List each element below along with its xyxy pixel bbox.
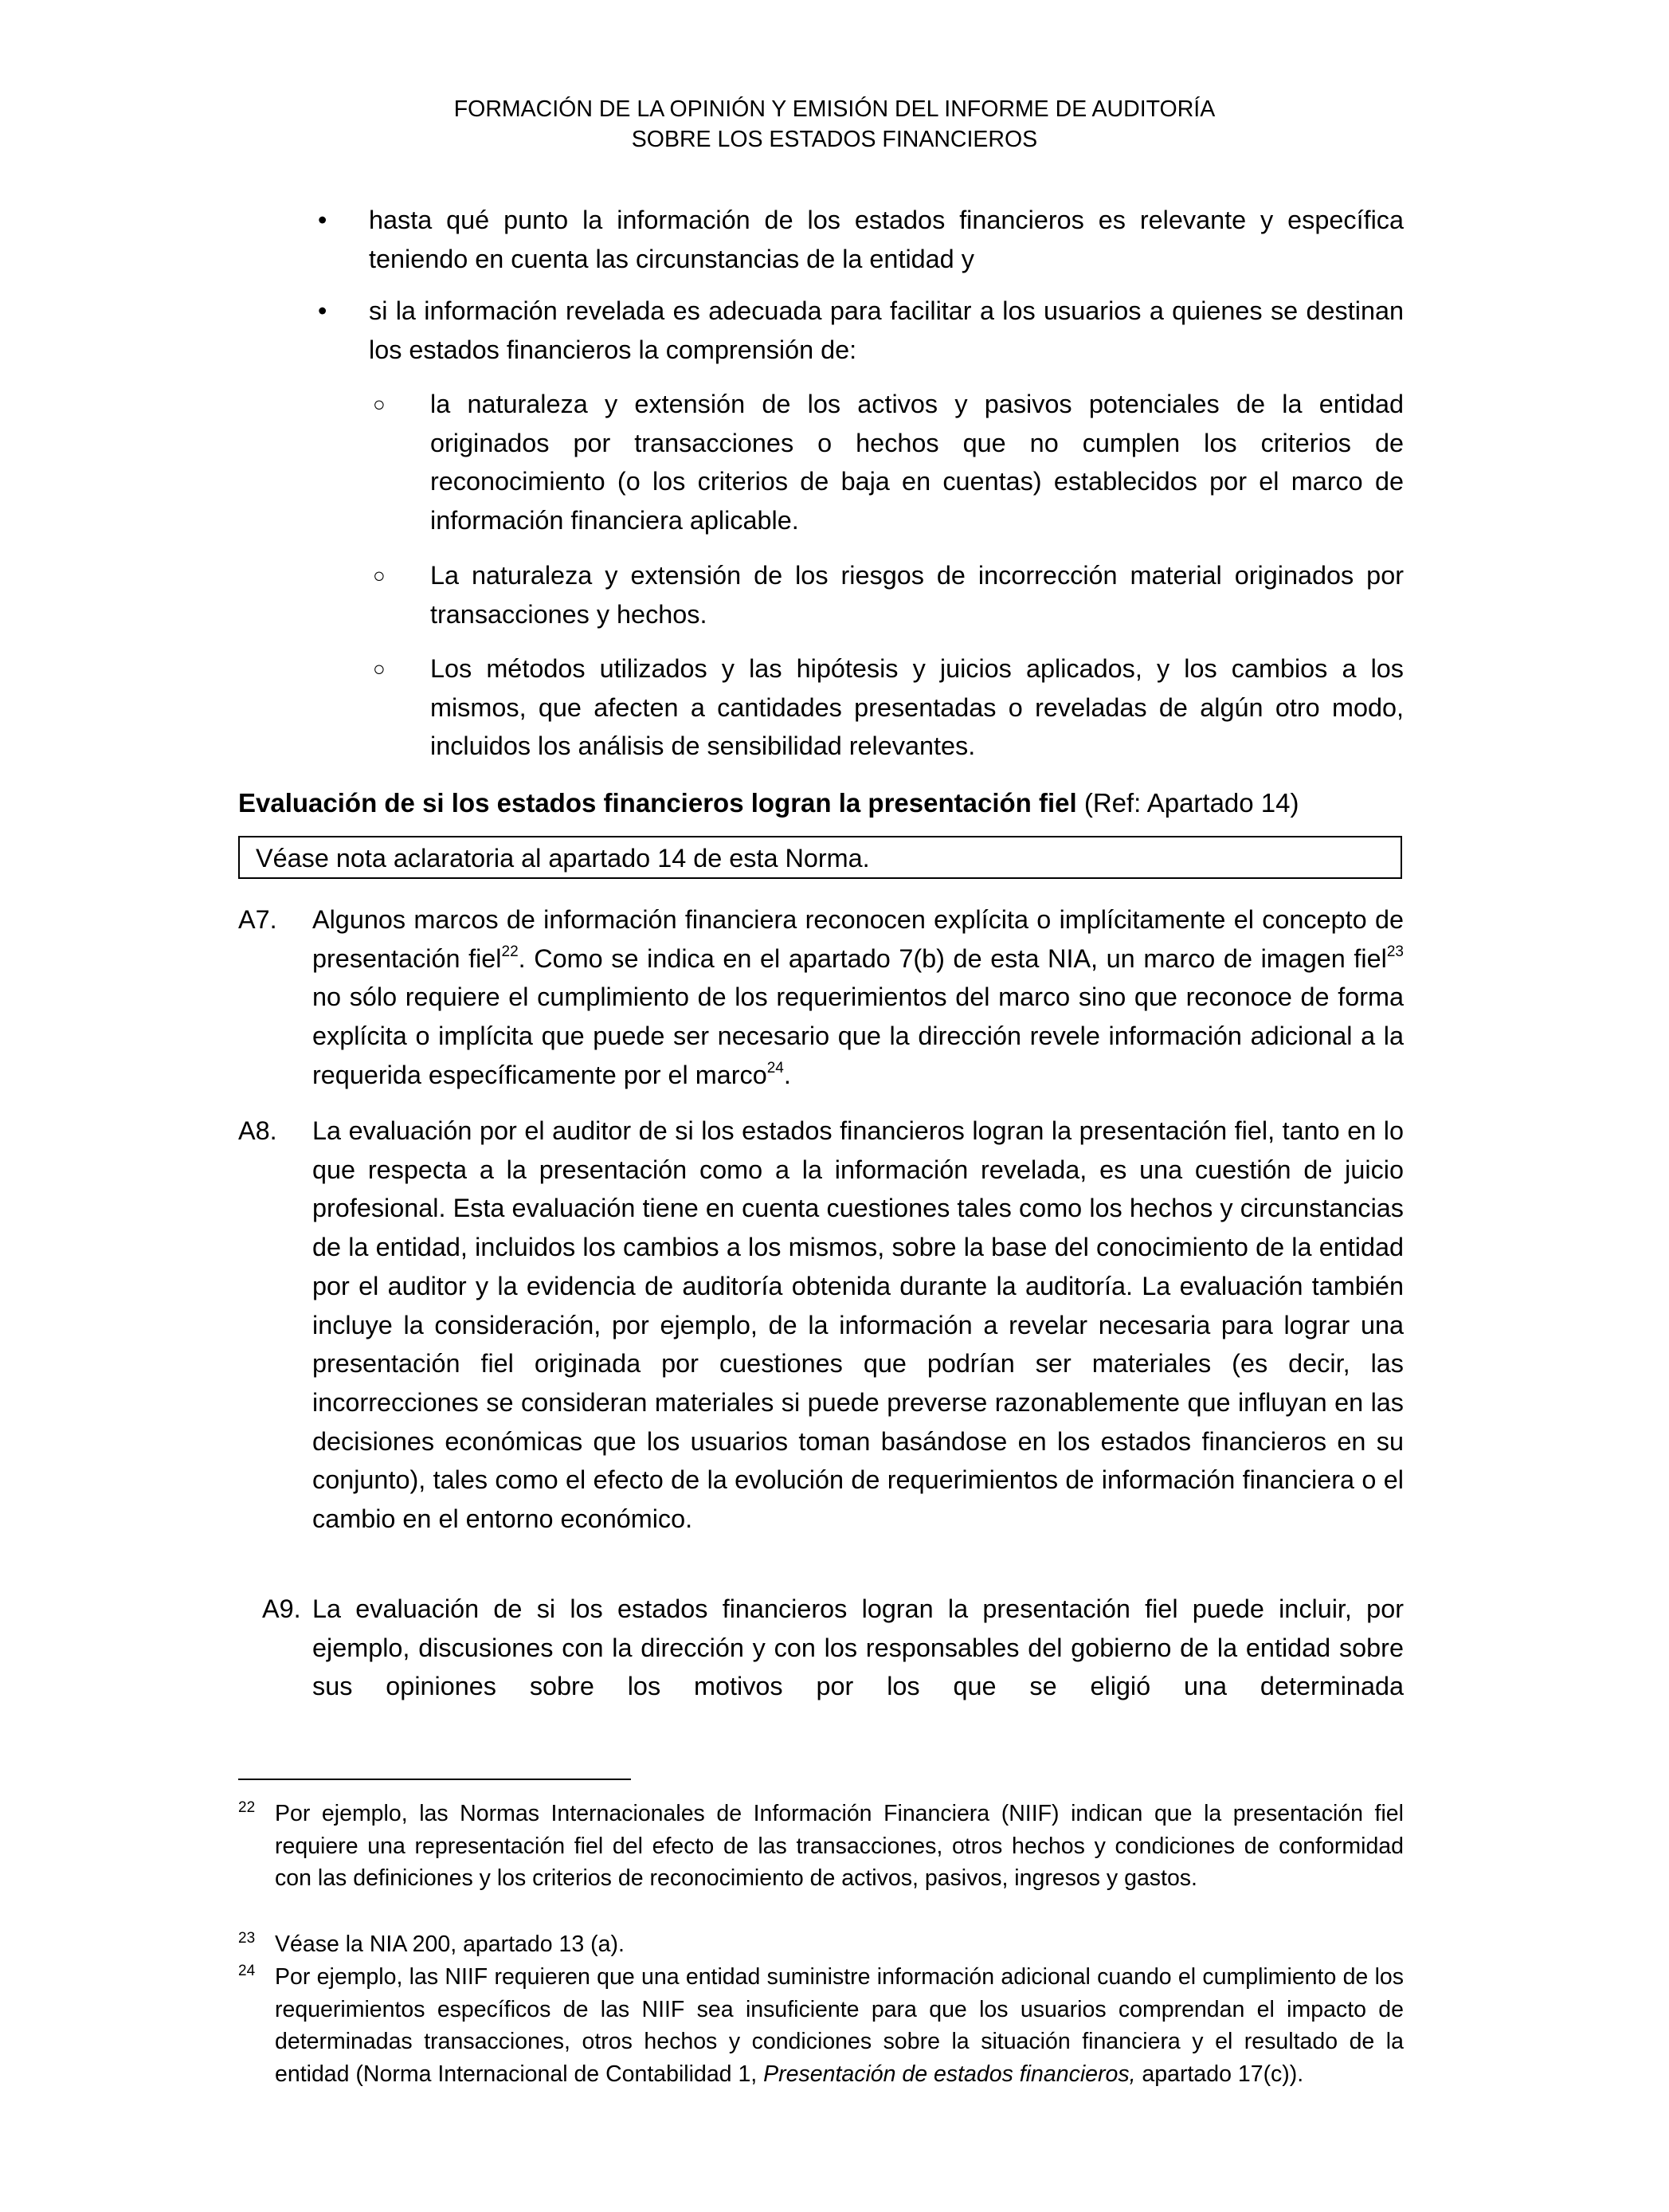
footnote-24-text-end: apartado 17(c)). xyxy=(1135,2061,1304,2087)
paragraph-a7-text: no sólo requiere el cumplimiento de los requerimientos del marco sino que reconoce de forma explícita o implícita que puede ser necesario que la dirección revele información adicional a la requerida específicamente por el marco xyxy=(312,982,1404,1089)
paragraph-a7-text: . Como se indica en el apartado 7(b) de esta NIA, un marco de imagen fiel xyxy=(518,943,1387,973)
paragraph-a7 xyxy=(312,900,1404,1095)
section-heading-ref: (Ref: Apartado 14) xyxy=(1076,788,1299,818)
subbullet-marker: ○ xyxy=(373,392,386,416)
subbullet-item: la naturaleza y extensión de los activos y pasivos potenciales de la entidad originados por transacciones o hechos que no cumplen los criterios de reconocimiento (o los criterios de baja en cuentas) establecidos por el marco de información financiera aplicable. xyxy=(430,390,1404,535)
paragraph-a7-text: . xyxy=(783,1060,791,1089)
bullet-marker: • xyxy=(318,206,327,234)
bullet-item: hasta qué punto la información de los estados financieros es relevante y específica teniendo en cuenta las circunstancias de la entidad y xyxy=(369,206,1404,273)
paragraph-label-a7: A7. xyxy=(238,905,277,934)
footnote-ref-22: 22 xyxy=(501,943,519,960)
section-heading xyxy=(238,784,1299,822)
paragraph-a9: La evaluación de si los estados financieros logran la presentación fiel puede incluir, por ejemplo, discusiones con la dirección y con los responsables del gobierno de la entidad sobre sus opiniones sobre los motivos por los que se eligió una determinada xyxy=(312,1594,1404,1701)
subbullet-item: La naturaleza y extensión de los riesgos de incorrección material originados por transacciones y hechos. xyxy=(430,561,1404,629)
paragraph-label-a9: A9. xyxy=(262,1594,301,1623)
footnote-ref-23: 23 xyxy=(1386,943,1404,960)
subbullet-marker: ○ xyxy=(373,657,386,680)
footnote-24 xyxy=(275,1961,1404,2090)
footnote-ref-24: 24 xyxy=(766,1060,784,1077)
footnote-number-22: 22 xyxy=(238,1799,256,1816)
header-line-2: SOBRE LOS ESTADOS FINANCIEROS xyxy=(631,127,1038,152)
paragraph-label-a8: A8. xyxy=(238,1116,277,1145)
subbullet-item: Los métodos utilizados y las hipótesis y juicios aplicados, y los cambios a los mismos, que afecten a cantidades presentadas o reveladas de algún otro modo, incluidos los análisis de sensibilidad relevantes. xyxy=(430,654,1404,761)
footnote-24-italic-title: Presentación de estados financieros, xyxy=(763,2061,1136,2087)
bullet-marker: • xyxy=(318,296,327,325)
page-header xyxy=(0,94,1669,155)
footnote-23: Véase la NIA 200, apartado 13 (a). xyxy=(275,1932,625,1957)
subbullet-marker: ○ xyxy=(373,563,386,587)
footnote-24-text: Por ejemplo, las NIIF requieren que una entidad suministre información adicional cuando el cumplimiento de los requerimientos específicos de las NIIF sea insuficiente para que los usuarios comprendan el impacto de determinadas transacciones, otros hechos y condiciones sobre la situación financiera y el resultado de la entidad (Norma Internacional de Contabilidad 1, xyxy=(275,1964,1404,2087)
explanatory-note-text: Véase nota aclaratoria al apartado 14 de esta Norma. xyxy=(256,844,870,873)
footnote-number-24: 24 xyxy=(238,1963,256,1979)
paragraph-a7-text: Algunos marcos de información financiera reconocen explícita o implícitamente el concepto de presentación fiel xyxy=(312,905,1404,973)
paragraph-a8: La evaluación por el auditor de si los estados financieros logran la presentación fiel, tanto en lo que respecta a la presentación como a la información revelada, es una cuestión de juicio profesional. Esta evaluación tiene en cuenta cuestiones tales como los hechos y circunstancias de la entidad, incluidos los cambios a los mismos, sobre la base del conocimiento de la entidad por el auditor y la evidencia de auditoría obtenida durante la auditoría. La evaluación también incluye la consideración, por ejemplo, de la información a revelar necesaria para lograr una presentación fiel originada por cuestiones que podrían ser materiales (es decir, las incorrecciones se consideran materiales si puede preverse razonablemente que influyan en las decisiones económicas que los usuarios toman basándose en los estados financieros en su conjunto), tales como el efecto de la evolución de requerimientos de información financiera o el cambio en el entorno económico. xyxy=(312,1116,1404,1534)
header-line-1: FORMACIÓN DE LA OPINIÓN Y EMISIÓN DEL INFORME DE AUDITORÍA xyxy=(453,96,1216,122)
footnote-number-23: 23 xyxy=(238,1930,256,1947)
bullet-item: si la información revelada es adecuada para facilitar a los usuarios a quienes se destinan los estados financieros la comprensión de: xyxy=(369,296,1404,364)
footnote-22: Por ejemplo, las Normas Internacionales de Información Financiera (NIIF) indican que la presentación fiel requiere una representación fiel del efecto de las transacciones, otros hechos y condiciones de conformidad con las definiciones y los criterios de reconocimiento de activos, pasivos, ingresos y gastos. xyxy=(275,1801,1404,1891)
section-heading-title: Evaluación de si los estados financieros logran la presentación fiel xyxy=(238,788,1077,818)
footnote-separator xyxy=(238,1779,631,1780)
explanatory-note-box xyxy=(238,836,1402,879)
